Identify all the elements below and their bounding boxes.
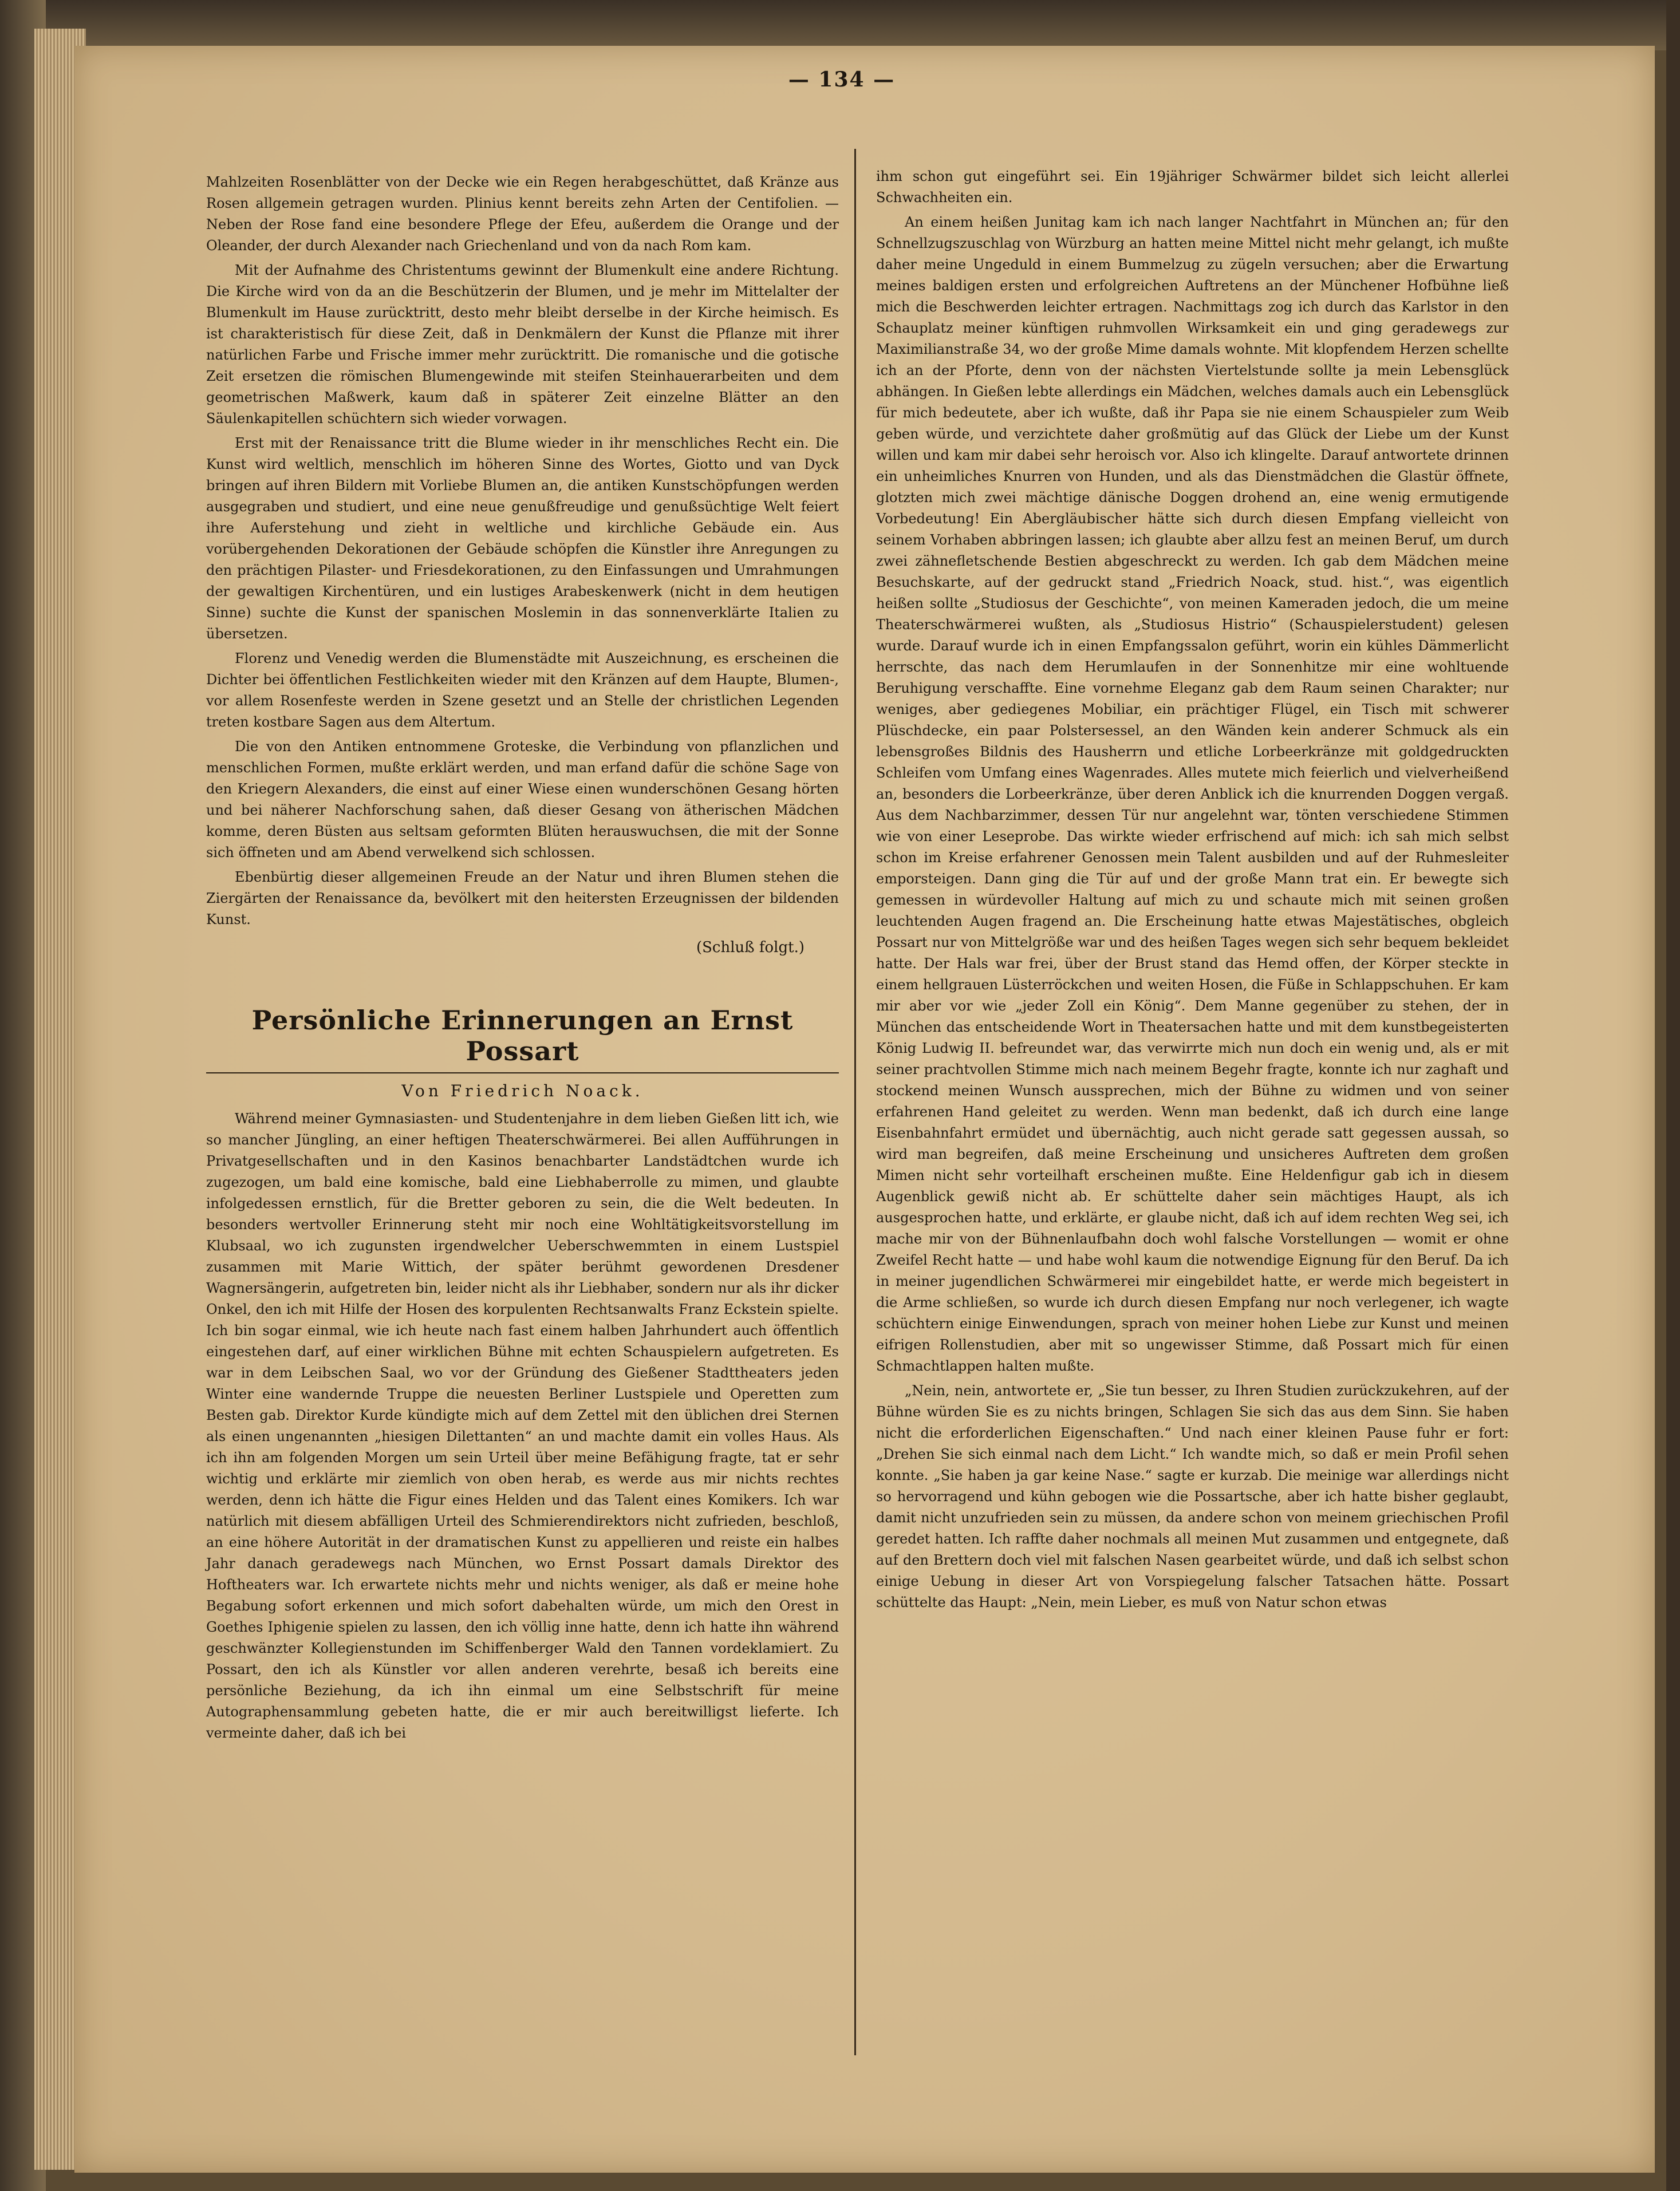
article-paragraph: Erst mit der Renaissance tritt die Blume wieder in ihr menschliches Recht ein. Die Kunst wird weltlich, menschlich im höheren Sinne des Wortes, Giotto und van Dyck bringen auf ihren Bildern mit Vorliebe Blumen an, die antiken Kunstschöpfungen werden ausgegraben und studiert, und eine neue genußfreudige und genußsüchtige Welt feiert ihre Auferstehung und zieht in weltliche und kirchliche Gebäude ein. Aus vorübergehenden Dekorationen der Gebäude schöpfen die Künstler ihre Anregungen zu den prächtigen Pilaster- und Friesdekorationen, zu den Einfassungen und Umrahmungen der gewaltigen Kirchentüren, und ein lustiges Arabeskenwerk (nicht in dem heutigen Sinne) suchte die Kunst der spanischen Moslemin in das sonnenverklärte Italien zu übersetzen. [206,435,839,642]
right-column [876,166,1509,1617]
article-paragraph: ihm schon gut eingeführt sei. Ein 19jähriger Schwärmer bildet sich leicht allerlei Schwachheiten ein. [876,168,1509,206]
article-paragraph: Ebenbürtig dieser allgemeinen Freude an der Natur und ihren Blumen stehen die Ziergärten der Renaissance da, bevölkert mit den heitersten Erzeugnissen der bildenden Kunst. [206,869,839,927]
continued-note: (Schluß folgt.) [696,939,804,956]
article-headline: Persönliche Erinnerungen an Ernst Possart [251,1005,794,1067]
page-number: — 134 — [788,68,896,92]
article-paragraph: Florenz und Venedig werden die Blumenstädte mit Auszeichnung, es erscheinen die Dichter bei öffentlichen Festlichkeiten wieder mit den Kränzen auf dem Haupte, Blumen-, vor allem Rosenfeste werden in Szene gesetzt und an Stelle der christlichen Legenden treten kostbare Sagen aus dem Altertum. [206,650,839,730]
article-paragraph: An einem heißen Junitag kam ich nach langer Nachtfahrt in München an; für den Schnellzugszuschlag von Würzburg an hatten meine Mittel nicht mehr gelangt, ich mußte daher meine Ungeduld in einem Bummelzug zu zügeln versuchen; aber die Erwartung meines baldigen ersten und erfolgreichen Auftretens an der Münchener Hofbühne ließ mich die Beschwerden leichter ertragen. Nachmittags zog ich durch das Karlstor in den Schauplatz meiner künftigen ruhmvollen Wirksamkeit ein und ging geradewegs zur Maximilianstraße 34, wo der große Mime damals wohnte. Mit klopfendem Herzen schellte ich an der Pforte, denn von der nächsten Viertelstunde sollte ja mein Lebensglück abhängen. In Gießen lebte allerdings ein Mädchen, welches damals auch ein Lebensglück für mich bedeutete, aber ich wußte, daß ihr Papa sie nie einem Schauspieler zum Weib geben würde, und verzichtete daher großmütig auf das Glück der Liebe um der Kunst willen und kam mir dabei sehr heroisch vor. Also ich klingelte. Darauf antwortete drinnen ein unheimliches Knurren von Hunden, und als das Dienstmädchen die Glastür öffnete, glotzten mich zwei mächtige dänische Doggen drohend an, eine wenig ermutigende Vorbedeutung! Ein Abergläubischer hätte sich durch diesen Empfang vielleicht von seinem Vorhaben abbringen lassen; ich glaubte aber allzu fest an meinen Beruf, um durch zwei zähnefletschende Bestien abgeschreckt zu werden. Ich gab dem Mädchen meine Besuchskarte, auf der gedruckt stand „Friedrich Noack, stud. hist.“, was eigentlich heißen sollte „Studiosus der Geschichte“, von meinen Kameraden jedoch, die um meine Theaterschwärmerei wußten, als „Studiosus Histrio“ (Schauspielerstudent) gelesen wurde. Darauf wurde ich in einen Empfangssalon geführt, worin ein kühles Dämmerlicht herrschte, das nach dem Herumlaufen in der Sonnenhitze mir eine wohltuende Beruhigung verschaffte. Eine vornehme Eleganz gab dem Raum seinen Charakter; nur weniges, aber gediegenes Mobiliar, ein prächtiger Flügel, ein Tisch mit schwerer Plüschdecke, ein paar Polstersessel, an den Wänden kein anderer Schmuck als ein lebensgroßes Bildnis des Hausherrn und etliche Lorbeerkränze mit goldgedruckten Schleifen vom Umfang eines Wagenrades. Alles mutete mich feierlich und vielverheißend an, besonders die Lorbeerkränze, über deren Anblick ich die knurrenden Doggen vergaß. Aus dem Nachbarzimmer, dessen Tür nur angelehnt war, tönten verschiedene Stimmen wie von einer Leseprobe. Das wirkte wieder erfrischend auf mich: ich sah mich selbst schon im Kreise erfahrener Genossen mein Talent ausbilden und auf der Ruhmesleiter emporsteigen. Dann ging die Tür auf und der große Mann trat ein. Er bewegte sich gemessen in würdevoller Haltung auf mich zu und schaute mich mit seinen großen leuchtenden Augen fragend an. Die Erscheinung hatte etwas Majestätisches, obgleich Possart nur von Mittelgröße war und des heißen Tages wegen sich sehr bequem bekleidet hatte. Der Hals war frei, über der Brust stand das Hemd offen, der Körper steckte in einem hellgrauen Lüsterröckchen und weiten Hosen, die Füße in Schlappschuhen. Er kam mir aber vor wie „jeder Zoll ein König“. Dem Manne gegenüber zu stehen, der in München das entscheidende Wort in Theatersachen hatte und mit dem kunstbegeisterten König Ludwig II. befreundet war, das verwirrte mich nun doch ein wenig und, als er mit seiner prachtvollen Stimme mich nach meinem Begehr fragte, konnte ich nur zaghaft und stockend meinen Wunsch aussprechen, mich der Bühne zu widmen und von seiner erfahrenen Hand geleitet zu werden. Wenn man bedenkt, daß ich durch eine lange Eisenbahnfahrt ermüdet und übernächtig, auch nicht gerade satt gegessen aussah, so wird man begreifen, daß meine Erscheinung und unsicheres Auftreten dem großen Mimen nicht sehr vorteilhaft erscheinen mußte. Eine Heldenfigur gab ich in diesem Augenblick gewiß nicht ab. Er schüttelte daher sein mächtiges Haupt, als ich ausgesprochen hatte, und erklärte, er glaube nicht, daß ich auf idem rechten Weg sei, ich mache mir von der Bühnenlaufbahn doch wohl falsche Vorstellungen — womit er ohne Zweifel Recht hatte — und habe wohl kaum die notwendige Eignung für den Beruf. Da ich in meiner jugendlichen Schwärmerei mir eingebildet hatte, er werde mich begeistert in die Arme schließen, so wurde ich durch diesen Empfang nur noch verlegener, ich wagte schüchtern einige Einwendungen, sprach von meiner hohen Liebe zur Kunst und meinen eifrigen Rollenstudien, aber mit so ungewisser Stimme, daß Possart mich für einen Schmachtlappen halten mußte. [876,214,1509,1374]
article-paragraph: Während meiner Gymnasiasten- und Studentenjahre in dem lieben Gießen litt ich, wie so mancher Jüngling, an einer heftigen Theaterschwärmerei. Bei allen Aufführungen in Privatgesellschaften und in den Kasinos benachbarter Landstädtchen wurde ich zugezogen, um bald eine komische, bald eine Liebhaberrolle zu mimen, und glaubte infolgedessen ernstlich, für die Bretter geboren zu sein, die die Welt bedeuten. In besonders wertvoller Erinnerung steht mir noch eine Wohltätigkeitsvorstellung im Klubsaal, wo ich zugunsten irgendwelcher Ueberschwemmten in einem Lustspiel zusammen mit Marie Wittich, der später berühmt gewordenen Dresdener Wagnersängerin, aufgetreten bin, leider nicht als ihr Liebhaber, sondern nur als ihr dicker Onkel, den ich mit Hilfe der Hosen des korpulenten Rechtsanwalts Franz Eckstein spielte. Ich bin sogar einmal, wie ich heute nach fast einem halben Jahrhundert auch öffentlich eingestehen darf, auf einer wirklichen Bühne mit echten Schauspielern aufgetreten. Es war in dem Leibschen Saal, wo vor der Gründung des Gießener Stadttheaters jeden Winter eine wandernde Truppe die neuesten Berliner Lustspiele und Operetten zum Besten gab. Direktor Kurde kündigte mich auf dem Zettel mit den üblichen drei Sternen als einen ungenannten „hiesigen Dilettanten“ an und machte damit ein volles Haus. Als ich ihn am folgenden Morgen um sein Urteil über meine Befähigung fragte, tat er sehr wichtig und erklärte mir ziemlich von oben herab, es werde aus mir nichts rechtes werden, denn ich hätte die Figur eines Helden und das Talent eines Komikers. Ich war natürlich mit diesem abfälligen Urteil des Schmierendirektors nicht zufrieden, beschloß, an eine höhere Autorität in der dramatischen Kunst zu appellieren und reiste ein halbes Jahr danach geradewegs nach München, wo Ernst Possart damals Direktor des Hoftheaters war. Ich erwartete nichts mehr und nichts weniger, als daß er meine hohe Begabung sofort erkennen und mich sofort dabehalten würde, um mich den Orest in Goethes Iphigenie spielen zu lassen, den ich völlig inne hatte, denn ich hatte ihn während geschwänzter Kollegienstunden im Schiffenberger Wald den Tannen vordeklamiert. Zu Possart, den ich als Künstler vor allen anderen verehrte, besaß ich bereits eine persönliche Beziehung, da ich ihn einmal um eine Selbstschrift für meine Autographensammlung gebeten hatte, die er mir auch bereitwilligst lieferte. Ich vermeinte daher, daß ich bei [206,1111,839,1741]
column-divider [854,149,856,2055]
scan-background-right [1666,0,1680,2191]
article-paragraph: „Nein, nein, antwortete er, „Sie tun besser, zu Ihren Studien zurückzukehren, auf der Bühne würden Sie es zu nichts bringen, Schlagen Sie sich das aus dem Sinn. Sie haben nicht die erforderlichen Eigenschaften.“ Und nach einer kleinen Pause fuhr er fort: „Drehen Sie sich einmal nach dem Licht.“ Ich wandte mich, so daß er mein Profil sehen konnte. „Sie haben ja gar keine Nase.“ sagte er kurzab. Die meinige war allerdings nicht so hervorragend und kühn gebogen wie die Possartsche, aber ich hatte bisher geglaubt, damit nicht unzufrieden sein zu müssen, da andere schon von meinem griechischen Profil geredet hatten. Ich raffte daher nochmals all meinen Mut zusammen und entgegnete, daß auf den Brettern doch viel mit falschen Nasen gearbeitet würde, und daß ich selbst schon einige Uebung in dieser Art von Vorspiegelung falscher Tatsachen hätte. Possart schüttelte das Haupt: „Nein, mein Lieber, es muß von Natur schon etwas [876,1383,1509,1610]
article-paragraph: Die von den Antiken entnommene Groteske, die Verbindung von pflanzlichen und menschlichen Formen, mußte erklärt werden, und man erfand dafür die schöne Sage von den Kriegern Alexanders, die einst auf einer Wiese einen wunderschönen Gesang hörten und bei näherer Nachforschung sahen, daß dieser Gesang von ätherischen Mädchen komme, deren Büsten aus seltsam geformten Blüten herauswuchsen, die mit der Sonne sich öffneten und am Abend verwelkend sich schlossen. [206,739,839,860]
scan-background-top [0,0,1680,50]
headline-rule [206,1072,839,1073]
article-paragraph: Mahlzeiten Rosenblätter von der Decke wie ein Regen herabgeschüttet, daß Kränze aus Rosen allgemein getragen wurden. Plinius kennt bereits zehn Arten der Centifolien. — Neben der Rose fand eine besondere Pflege der Efeu, außerdem die Orange und der Oleander, der durch Alexander nach Griechenland und von da nach Rom kam. [206,174,839,254]
article-paragraph: Mit der Aufnahme des Christentums gewinnt der Blumenkult eine andere Richtung. Die Kirche wird von da an die Beschützerin der Blumen, und je mehr im Mittelalter der Blumenkult im Hause zurücktritt, desto mehr bleibt derselbe in der Kirche heimisch. Es ist charakteristisch für diese Zeit, daß in Denkmälern der Kunst die Pflanze mit ihrer natürlichen Farbe und Frische immer mehr zurücktritt. Die romanische und die gotische Zeit ersetzen die römischen Blumengewinde mit steifen Steinhauerarbeiten und dem geometrischen Maßwerk, kaum daß in späterer Zeit einzelne Blätter an den Säulenkapitellen schüchtern sich wieder vorwagen. [206,262,839,427]
article-byline: Von Friedrich Noack. [401,1081,644,1100]
left-column [206,172,839,1747]
